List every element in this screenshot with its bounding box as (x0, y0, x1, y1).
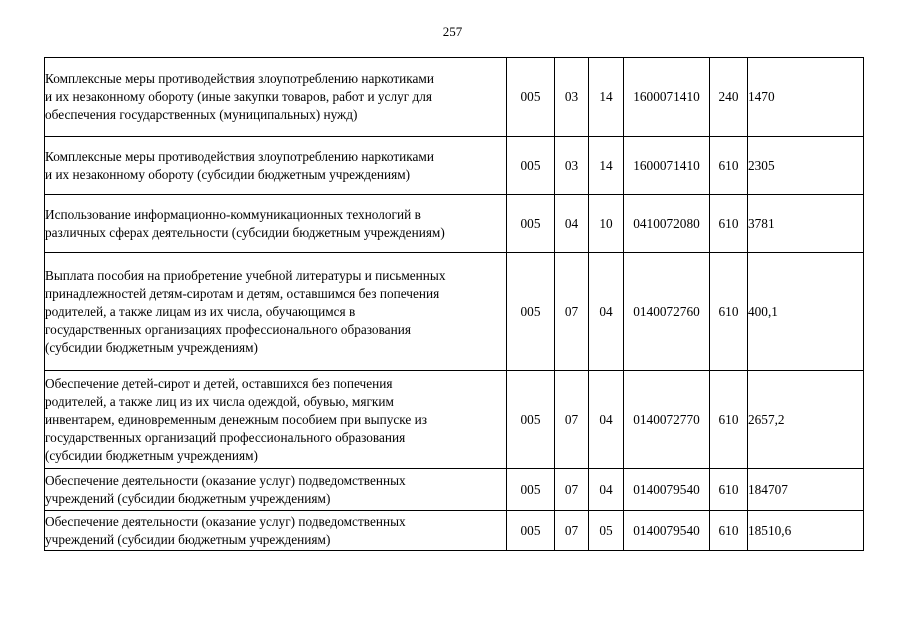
target-article-code: 0140079540 (624, 469, 710, 511)
target-article-code: 0140072770 (624, 371, 710, 469)
section-code: 07 (555, 253, 589, 371)
ministry-code: 005 (507, 469, 555, 511)
subsection-code: 05 (589, 511, 624, 551)
ministry-code: 005 (507, 371, 555, 469)
target-article-code: 0140072760 (624, 253, 710, 371)
subsection-code: 04 (589, 253, 624, 371)
section-code: 07 (555, 511, 589, 551)
amount: 2305 (748, 137, 864, 195)
amount: 1470 (748, 58, 864, 137)
target-article-code: 0410072080 (624, 195, 710, 253)
expense-type-code: 610 (710, 511, 748, 551)
amount: 400,1 (748, 253, 864, 371)
amount: 184707 (748, 469, 864, 511)
ministry-code: 005 (507, 195, 555, 253)
expense-type-code: 610 (710, 137, 748, 195)
subsection-code: 04 (589, 371, 624, 469)
expense-type-code: 610 (710, 195, 748, 253)
table-row (45, 137, 864, 195)
amount: 3781 (748, 195, 864, 253)
expense-type-code: 240 (710, 58, 748, 137)
section-code: 07 (555, 469, 589, 511)
target-article-code: 1600071410 (624, 137, 710, 195)
expense-description: Обеспечение деятельности (оказание услуг) подведомственных учреждений (субсидии бюджетным учреждениям) (45, 511, 507, 551)
ministry-code: 005 (507, 511, 555, 551)
table-row (45, 58, 864, 137)
subsection-code: 04 (589, 469, 624, 511)
expense-type-code: 610 (710, 371, 748, 469)
expense-description: Обеспечение деятельности (оказание услуг) подведомственных учреждений (субсидии бюджетным учреждениям) (45, 469, 507, 511)
expense-description: Выплата пособия на приобретение учебной литературы и письменных принадлежностей детям-сиротам и детям, оставшимся без попечения родителей, а также лицам из их числа, обучающимся в государственных организациях профессионального образования (субсидии бюджетным учреждениям) (45, 253, 507, 371)
expense-type-code: 610 (710, 253, 748, 371)
section-code: 03 (555, 137, 589, 195)
ministry-code: 005 (507, 58, 555, 137)
expense-type-code: 610 (710, 469, 748, 511)
expense-description: Комплексные меры противодействия злоупотреблению наркотиками и их незаконному обороту (субсидии бюджетным учреждениям) (45, 137, 507, 195)
section-code: 07 (555, 371, 589, 469)
page-number: 257 (442, 24, 463, 39)
table-row (45, 511, 864, 551)
section-code: 04 (555, 195, 589, 253)
target-article-code: 0140079540 (624, 511, 710, 551)
subsection-code: 14 (589, 58, 624, 137)
table-row (45, 469, 864, 511)
ministry-code: 005 (507, 253, 555, 371)
budget-table (44, 57, 864, 551)
table-row (45, 371, 864, 469)
table-row (45, 253, 864, 371)
section-code: 03 (555, 58, 589, 137)
ministry-code: 005 (507, 137, 555, 195)
expense-description: Обеспечение детей-сирот и детей, оставшихся без попечения родителей, а также лиц из их числа одеждой, обувью, мягким инвентарем, единовременным денежным пособием при выпуске из государственных организаций профессионального образования (субсидии бюджетным учреждениям) (45, 371, 507, 469)
subsection-code: 10 (589, 195, 624, 253)
target-article-code: 1600071410 (624, 58, 710, 137)
expense-description: Использование информационно-коммуникационных технологий в различных сферах деятельности (субсидии бюджетным учреждениям) (45, 195, 507, 253)
amount: 2657,2 (748, 371, 864, 469)
subsection-code: 14 (589, 137, 624, 195)
amount: 18510,6 (748, 511, 864, 551)
table-row (45, 195, 864, 253)
expense-description: Комплексные меры противодействия злоупотреблению наркотиками и их незаконному обороту (иные закупки товаров, работ и услуг для обеспечения государственных (муниципальных) нужд) (45, 58, 507, 137)
